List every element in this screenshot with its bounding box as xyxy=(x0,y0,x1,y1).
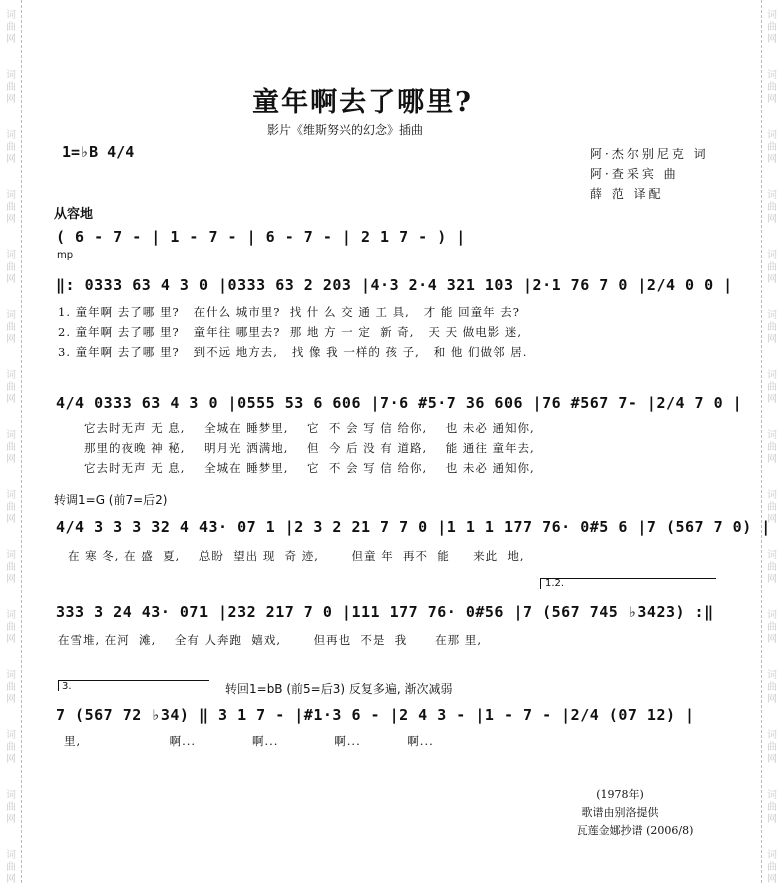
tempo-marking: 从容地 xyxy=(54,207,94,222)
song-title: 童年啊去了哪里? xyxy=(252,87,473,118)
watermark-glyphs: 词 曲 网 xyxy=(6,430,16,465)
transcriber-note: 瓦莲金娜抄谱 (2006/8) xyxy=(576,824,694,837)
watermark-glyphs: 词 曲 网 xyxy=(6,310,16,345)
watermark-glyphs: 词 曲 网 xyxy=(6,790,16,825)
lyric-line-5: 里, 啊... 啊... 啊... 啊... xyxy=(64,734,434,748)
music-line-2: 4/4 0333 63 4 3 0 |0555 53 6 606 |7·6 #5·7 36 606 |76 #567 7- |2/4 7 0 | xyxy=(56,394,743,412)
music-line-3: 4/4 3 3 3 32 4 43· 07 1 |2 3 2 21 7 7 0 |1 1 1 177 76· 0#5 6 |7 (567 7 0) | xyxy=(56,518,771,536)
watermark-glyphs: 词 曲 网 xyxy=(767,190,777,225)
right-margin-watermark xyxy=(759,0,781,883)
music-line-5: 7 (567 72 ♭34) ‖ 3 1 7 - |#1·3 6 - |2 4 3 - |1 - 7 - |2/4 (07 12) | xyxy=(56,706,695,724)
lyric-line-1-verse-1: 1. 童年啊 去了哪 里? 在什么 城市里? 找 什 么 交 通 工 具, 才 能 回童年 去? xyxy=(58,305,520,319)
watermark-glyphs: 词 曲 网 xyxy=(6,490,16,525)
watermark-glyphs: 词 曲 网 xyxy=(6,70,16,105)
dynamic-marking: mp xyxy=(57,250,74,261)
watermark-glyphs: 词 曲 网 xyxy=(767,490,777,525)
volta-bracket-3 xyxy=(58,680,209,691)
lyric-line-3: 在 寒 冬, 在 盛 夏, 总盼 望出 现 奇 迹, 但童 年 再不 能 来此 地, xyxy=(68,549,525,563)
watermark-glyphs: 词 曲 网 xyxy=(767,370,777,405)
watermark-glyphs: 词 曲 网 xyxy=(6,370,16,405)
watermark-glyphs: 词 曲 网 xyxy=(767,670,777,705)
watermark-glyphs: 词 曲 网 xyxy=(767,70,777,105)
year-note: (1978年) xyxy=(596,788,644,801)
watermark-glyphs: 词 曲 网 xyxy=(6,550,16,585)
lyric-line-2-verse-3: 它去时无声 无 息, 全城在 睡梦里, 它 不 会 写 信 给你, 也 未必 通知你, xyxy=(84,461,535,475)
watermark-glyphs: 词 曲 网 xyxy=(767,790,777,825)
watermark-glyphs: 词 曲 网 xyxy=(6,850,16,885)
translator-credit: 薛 范 译配 xyxy=(590,187,664,201)
lyric-line-2-verse-2: 那里的夜晚 神 秘, 明月光 洒满地, 但 今 后 没 有 道路, 能 通往 童年去, xyxy=(84,441,535,455)
watermark-glyphs: 词 曲 网 xyxy=(767,430,777,465)
watermark-glyphs: 词 曲 网 xyxy=(767,610,777,645)
watermark-glyphs: 词 曲 网 xyxy=(6,10,16,45)
watermark-glyphs: 词 曲 网 xyxy=(6,730,16,765)
watermark-glyphs: 词 曲 网 xyxy=(767,850,777,885)
modulation-note-2: 转回1=bB (前5=后3) 反复多遍, 渐次减弱 xyxy=(225,682,453,696)
lyric-line-4: 在雪堆, 在河 滩, 全有 人奔跑 嬉戏, 但再也 不是 我 在那 里, xyxy=(58,633,482,647)
watermark-glyphs: 词 曲 网 xyxy=(767,130,777,165)
watermark-glyphs: 词 曲 网 xyxy=(6,670,16,705)
lyric-line-2-verse-1: 它去时无声 无 息, 全城在 睡梦里, 它 不 会 写 信 给你, 也 未必 通知你, xyxy=(84,421,535,435)
watermark-glyphs: 词 曲 网 xyxy=(767,730,777,765)
lyric-line-1-verse-2: 2. 童年啊 去了哪 里? 童年往 哪里去? 那 地 方 一 定 新 奇, 天 天 做电影 迷, xyxy=(58,325,523,339)
lyric-line-1-verse-3: 3. 童年啊 去了哪 里? 到不远 地方去, 找 像 我 一样的 孩 子, 和 他 们做邻 居. xyxy=(58,345,528,359)
watermark-glyphs: 词 曲 网 xyxy=(6,130,16,165)
key-signature: 1=♭B 4/4 xyxy=(62,143,135,161)
watermark-glyphs: 词 曲 网 xyxy=(6,250,16,285)
watermark-glyphs: 词 曲 网 xyxy=(6,190,16,225)
watermark-glyphs: 词 曲 网 xyxy=(767,10,777,45)
volta-label-1-2: 1.2. xyxy=(545,578,565,589)
music-line-4: 333 3 24 43· 071 |232 217 7 0 |111 177 76· 0#56 |7 (567 745 ♭3423) :‖ xyxy=(56,603,714,621)
lyricist-credit: 阿·杰尔别尼克 词 xyxy=(590,147,709,161)
music-line-intro: ( 6 - 7 - | 1 - 7 - | 6 - 7 - | 2 1 7 - ) | xyxy=(56,228,466,246)
volta-label-3: 3. xyxy=(62,681,72,692)
watermark-glyphs: 词 曲 网 xyxy=(767,310,777,345)
watermark-glyphs: 词 曲 网 xyxy=(6,610,16,645)
volta-bracket-1-2 xyxy=(540,578,716,589)
modulation-note-1: 转调1=G (前7=后2) xyxy=(54,493,168,507)
provided-by-note: 歌谱由别洛提供 xyxy=(581,806,659,819)
composer-credit: 阿·查采宾 曲 xyxy=(590,167,679,181)
song-subtitle: 影片《维斯努兴的幻念》插曲 xyxy=(266,123,423,137)
watermark-glyphs: 词 曲 网 xyxy=(767,550,777,585)
music-line-1: ‖: 0333 63 4 3 0 |0333 63 2 203 |4·3 2·4 321 103 |2·1 76 7 0 |2/4 0 0 | xyxy=(56,276,733,294)
watermark-glyphs: 词 曲 网 xyxy=(767,250,777,285)
